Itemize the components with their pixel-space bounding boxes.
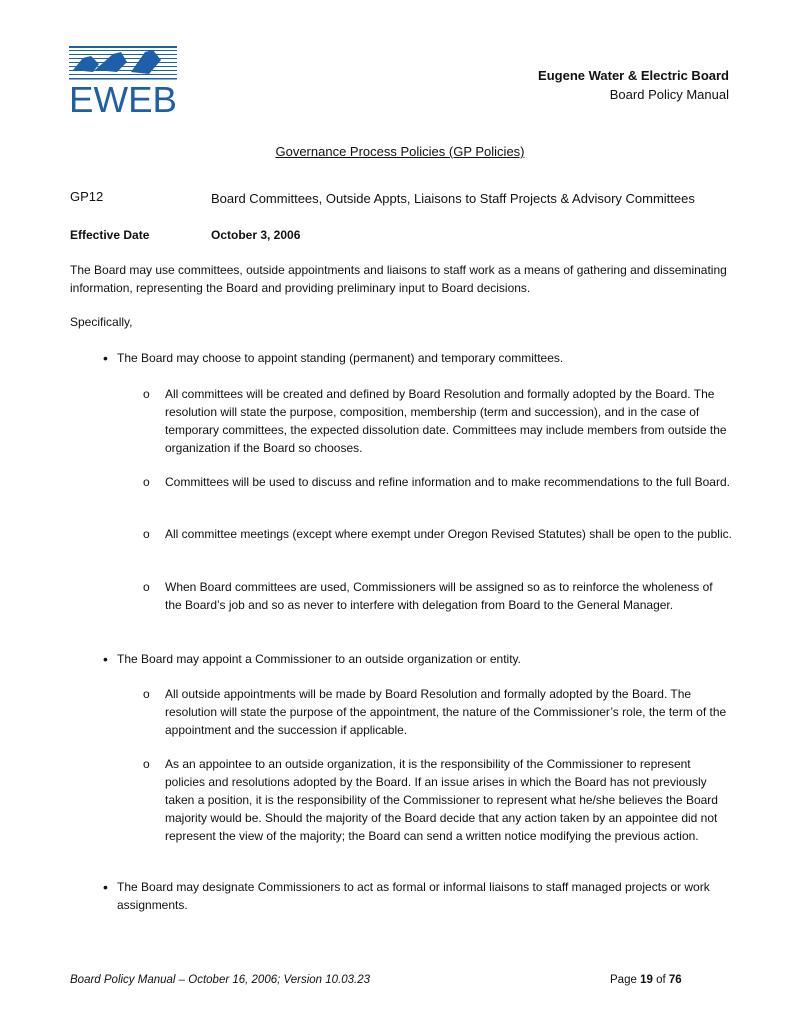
effective-date-label: Effective Date [70,228,150,242]
current-page: 19 [640,974,653,986]
svg-text:EWEB: EWEB [69,79,177,114]
sub-bullet-text: Committees will be used to discuss and refine information and to make recommendations to the full Board. [165,475,730,489]
sub-bullet-text: All outside appointments will be made by Board Resolution and formally adopted by the Board. The resolution will state the purpose of the appointment, the nature of the Commissioner’s role, the term of the appointment and the succession if applicable. [165,687,727,737]
sub-bullet-text: As an appointee to an outside organization, it is the responsibility of the Commissioner to represent policies and resolutions adopted by the Board. If an issue arises in which the Board has not previously taken a position, it is the responsibility of the Commissioner to represent what he/she believes the Board majority would be. Should the majority of the Board decide that any action taken by an appointee did not represent the view of the majority; the Board can send a written notice modifying the previous action. [165,757,718,843]
effective-date-value: October 3, 2006 [211,228,301,242]
sub-bullet-marker: o [143,475,150,489]
sub-bullet-item [143,385,732,457]
sub-bullet-item [143,685,732,739]
sub-bullet-text: When Board committees are used, Commissioners will be assigned so as to reinforce the wholeness of the Board’s job and so as never to interfere with delegation from Board to the General Manager. [165,580,713,612]
footer-manual-version: Board Policy Manual – October 16, 2006; Version 10.03.23 [70,974,371,986]
page-number [610,974,682,986]
sub-bullet-item [143,473,732,491]
sub-bullet-item [143,578,732,614]
policy-code: GP12 [70,189,104,204]
bullet-item [117,878,727,914]
sub-bullet-marker: o [143,687,150,701]
sub-bullet-item [143,755,732,845]
of-label: of [656,974,666,986]
section-title: Governance Process Policies (GP Policies) [275,144,525,159]
bullet-item [117,349,727,367]
organization-name: Eugene Water & Electric Board [538,68,729,83]
sub-bullet-text: All committees will be created and defined by Board Resolution and formally adopted by the Board. The resolution will state the purpose, composition, membership (term and succession), and in the case of temporary committees, the expected dissolution date. Committees may include members from outside the organization if the Board so chooses. [165,387,727,455]
bullet-item [117,650,727,668]
sub-bullet-item [143,525,732,543]
sub-bullet-marker: o [143,580,150,594]
total-pages: 76 [668,974,682,986]
specifically-text: Specifically, [70,315,133,329]
sub-bullet-marker: o [143,757,150,771]
sub-bullet-text: All committee meetings (except where exempt under Oregon Revised Statutes) shall be open to the public. [165,527,732,541]
bullet-text: The Board may choose to appoint standing (permanent) and temporary committees. [117,351,564,365]
sub-bullet-marker: o [143,527,150,541]
bullet-text: The Board may appoint a Commissioner to an outside organization or entity. [117,652,521,666]
bullet-text: The Board may designate Commissioners to act as formal or informal liaisons to staff managed projects or work assignments. [117,880,710,912]
policy-title: Board Committees, Outside Appts, Liaisons to Staff Projects & Advisory Committees [211,191,695,206]
eweb-logo [69,46,177,114]
intro-paragraph: The Board may use committees, outside appointments and liaisons to staff work as a means of gathering and disseminating information, representing the Board and providing preliminary input to Board decisions. [70,263,727,295]
manual-name: Board Policy Manual [609,87,729,102]
page-label: Page [610,974,637,986]
sub-bullet-marker: o [143,387,150,401]
